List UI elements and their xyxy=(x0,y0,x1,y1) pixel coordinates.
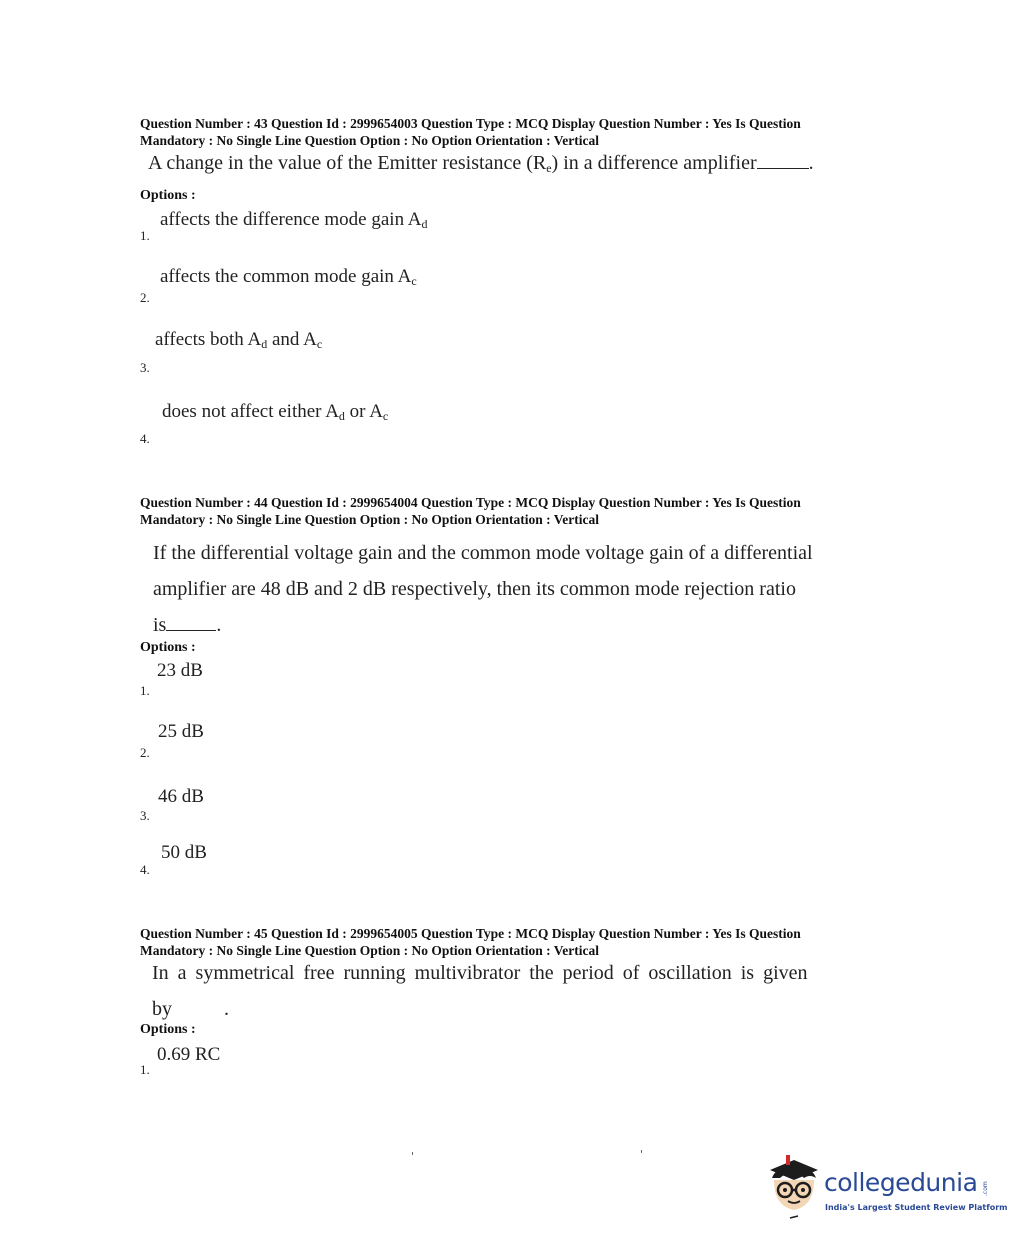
q44-options-label: Options : xyxy=(140,640,196,655)
q45-options-label: Options : xyxy=(140,1022,196,1037)
q43-options-label: Options : xyxy=(140,188,196,203)
q43-option-4-number: 4. xyxy=(140,431,150,446)
q44-meta xyxy=(140,494,900,528)
logo-name: collegedunia xyxy=(824,1168,978,1197)
q44-answer-blank xyxy=(166,629,216,631)
q43-option-2-number: 2. xyxy=(140,290,150,305)
q44-question-line1: If the differential voltage gain and the common mode voltage gain of a differential xyxy=(153,542,813,564)
q44-question-line3: is . xyxy=(153,614,222,636)
student-mascot-icon xyxy=(764,1152,824,1222)
q44-option-1[interactable]: 23 dB xyxy=(157,660,203,681)
q44-option-4-number: 4. xyxy=(140,862,150,877)
q44-option-3[interactable]: 46 dB xyxy=(158,786,204,807)
q44-meta-line2: Mandatory : No Single Line Question Option : No Option Orientation : Vertical xyxy=(140,512,600,527)
q43-question-text: A change in the value of the Emitter resistance $(R_e)$ in a difference amplifier . xyxy=(148,152,814,175)
q43-meta xyxy=(140,115,900,149)
q43-option-4[interactable]: does not affect either $A_d$ or $A_c$ xyxy=(162,401,389,423)
q43-option-2[interactable]: affects the common mode gain $A_c$ xyxy=(160,266,417,288)
q43-answer-blank xyxy=(757,167,809,169)
q43-meta-line1: Question Number : 43 Question Id : 2999654003 Question Type : MCQ Display Question Number : Yes Is Question xyxy=(140,116,801,131)
scan-mark xyxy=(641,1150,642,1153)
q44-option-3-number: 3. xyxy=(140,808,150,823)
q44-option-4[interactable]: 50 dB xyxy=(161,842,207,863)
q44-option-2-number: 2. xyxy=(140,745,150,760)
q43-option-1[interactable]: affects the difference mode gain $A_d$ xyxy=(160,209,428,231)
q43-option-1-number: 1. xyxy=(140,228,150,243)
q43-option-3[interactable]: affects both $A_d$ and $A_c$ xyxy=(155,329,323,351)
q45-meta-line2: Mandatory : No Single Line Question Option : No Option Orientation : Vertical xyxy=(140,943,600,958)
logo-suffix: .com xyxy=(982,1181,989,1196)
q44-question-line2: amplifier are 48 dB and 2 dB respectively, then its common mode rejection ratio xyxy=(153,578,796,600)
q44-meta-line1: Question Number : 44 Question Id : 2999654004 Question Type : MCQ Display Question Number : Yes Is Question xyxy=(140,495,801,510)
q45-option-1-number: 1. xyxy=(140,1062,150,1077)
q44-option-1-number: 1. xyxy=(140,683,150,698)
q43-option-3-number: 3. xyxy=(140,360,150,375)
q44-option-2[interactable]: 25 dB xyxy=(158,721,204,742)
scan-mark xyxy=(412,1152,413,1155)
q45-meta-line1: Question Number : 45 Question Id : 2999654005 Question Type : MCQ Display Question Number : Yes Is Question xyxy=(140,926,801,941)
q45-question-line2: by . xyxy=(152,998,229,1020)
q45-meta xyxy=(140,925,900,959)
q45-option-1[interactable]: 0.69 RC xyxy=(157,1044,221,1065)
logo-tagline: India's Largest Student Review Platform xyxy=(825,1203,1008,1212)
q45-question-line1: In a symmetrical free running multivibrator the period of oscillation is given xyxy=(152,962,808,984)
q43-meta-line2: Mandatory : No Single Line Question Option : No Option Orientation : Vertical xyxy=(140,133,600,148)
